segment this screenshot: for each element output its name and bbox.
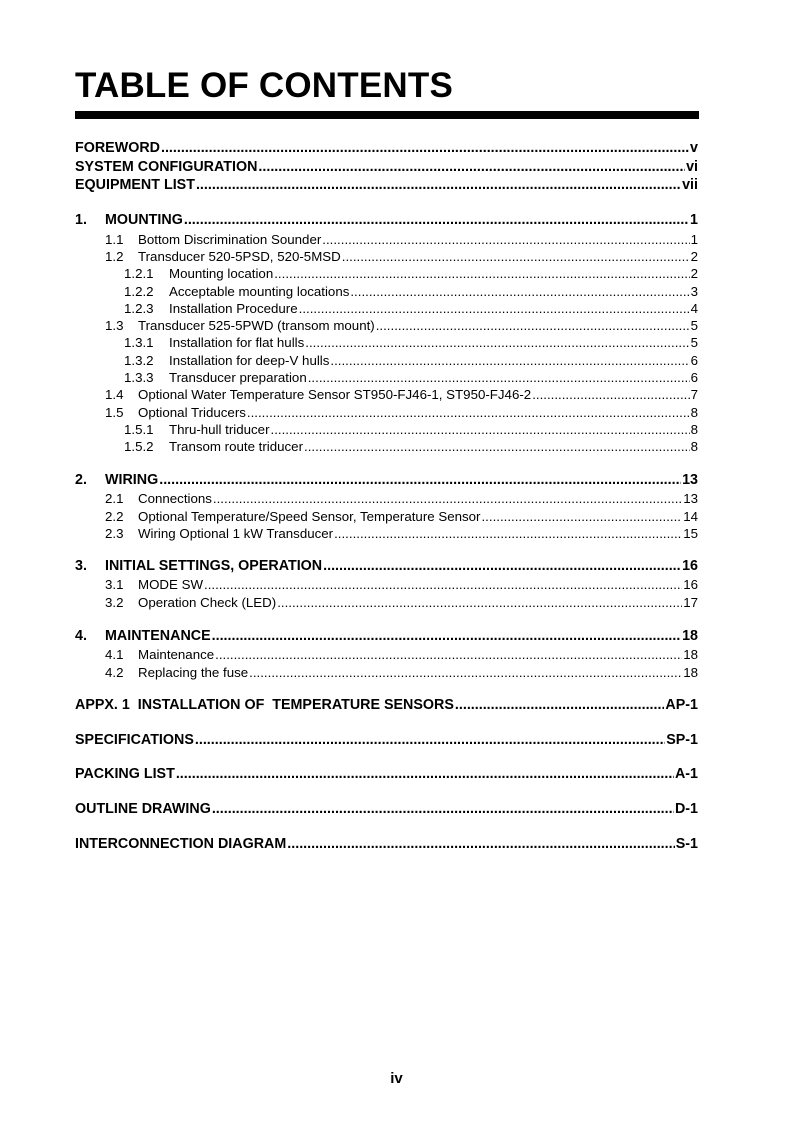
toc-entry-2-3[interactable]: 2.3 Wiring Optional 1 kW Transducer ..... 15 xyxy=(105,526,698,543)
toc-entry-foreword[interactable]: FOREWORD ..... v xyxy=(75,140,698,159)
toc-entry-1-2-2[interactable]: 1.2.2 Acceptable mounting locations ..... 3 xyxy=(124,284,698,301)
toc-entry-1-4[interactable]: 1.4 Optional Water Temperature Sensor ST950-FJ46-1, ST950-FJ46-2 ..... 7 xyxy=(105,387,698,404)
toc-entry-equipment-list[interactable]: EQUIPMENT LIST ..... vii xyxy=(75,177,698,196)
toc-entry-interconnection-diagram[interactable]: INTERCONNECTION DIAGRAM ..... S-1 xyxy=(75,836,698,855)
toc-entry-1-3-3[interactable]: 1.3.3 Transducer preparation ..... 6 xyxy=(124,370,698,387)
toc-entry-1-5[interactable]: 1.5 Optional Triducers ..... 8 xyxy=(105,405,698,422)
toc-entry-section-4[interactable]: 4. MAINTENANCE ..... 18 xyxy=(75,628,698,647)
toc-entry-3-2[interactable]: 3.2 Operation Check (LED) ..... 17 xyxy=(105,595,698,612)
toc-entry-1-5-1[interactable]: 1.5.1 Thru-hull triducer ..... 8 xyxy=(124,422,698,439)
page-title: TABLE OF CONTENTS xyxy=(75,66,454,105)
toc-entry-3-1[interactable]: 3.1 MODE SW ..... 16 xyxy=(105,577,698,594)
toc-entry-section-2[interactable]: 2. WIRING ..... 13 xyxy=(75,472,698,491)
toc-entry-1-1[interactable]: 1.1 Bottom Discrimination Sounder ..... 1 xyxy=(105,232,698,249)
title-rule xyxy=(75,111,699,119)
toc-entry-4-1[interactable]: 4.1 Maintenance ..... 18 xyxy=(105,647,698,664)
toc-entry-section-3[interactable]: 3. INITIAL SETTINGS, OPERATION ..... 16 xyxy=(75,558,698,577)
toc-entry-system-configuration[interactable]: SYSTEM CONFIGURATION ..... vi xyxy=(75,159,698,178)
toc-entry-1-3-1[interactable]: 1.3.1 Installation for flat hulls ..... 5 xyxy=(124,335,698,352)
toc-entry-1-3[interactable]: 1.3 Transducer 525-5PWD (transom mount) ..... 5 xyxy=(105,318,698,335)
toc-entry-section-1[interactable]: 1. MOUNTING ..... 1 xyxy=(75,212,698,231)
toc-entry-1-3-2[interactable]: 1.3.2 Installation for deep-V hulls ..... 6 xyxy=(124,353,698,370)
toc-entry-specifications[interactable]: SPECIFICATIONS ..... SP-1 xyxy=(75,732,698,751)
toc-entry-1-5-2[interactable]: 1.5.2 Transom route triducer ..... 8 xyxy=(124,439,698,456)
toc-entry-2-1[interactable]: 2.1 Connections ..... 13 xyxy=(105,491,698,508)
toc-entry-1-2[interactable]: 1.2 Transducer 520-5PSD, 520-5MSD ..... 2 xyxy=(105,249,698,266)
toc-entry-packing-list[interactable]: PACKING LIST ..... A-1 xyxy=(75,766,698,785)
page-number: iv xyxy=(390,1070,403,1087)
toc-entry-1-2-1[interactable]: 1.2.1 Mounting location ..... 2 xyxy=(124,266,698,283)
toc-entry-1-2-3[interactable]: 1.2.3 Installation Procedure ..... 4 xyxy=(124,301,698,318)
toc-entry-appendix-1[interactable]: APPX. 1 INSTALLATION OF TEMPERATURE SENSORS ..... AP-1 xyxy=(75,697,698,716)
toc-entry-outline-drawing[interactable]: OUTLINE DRAWING ..... D-1 xyxy=(75,801,698,820)
toc-entry-2-2[interactable]: 2.2 Optional Temperature/Speed Sensor, Temperature Sensor ..... 14 xyxy=(105,509,698,526)
toc-entry-4-2[interactable]: 4.2 Replacing the fuse ..... 18 xyxy=(105,665,698,682)
